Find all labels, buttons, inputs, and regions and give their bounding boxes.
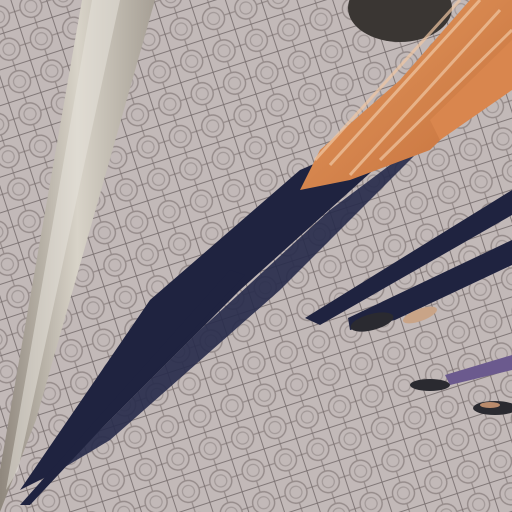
sandal-left — [410, 379, 450, 391]
toe-skin — [480, 402, 500, 408]
